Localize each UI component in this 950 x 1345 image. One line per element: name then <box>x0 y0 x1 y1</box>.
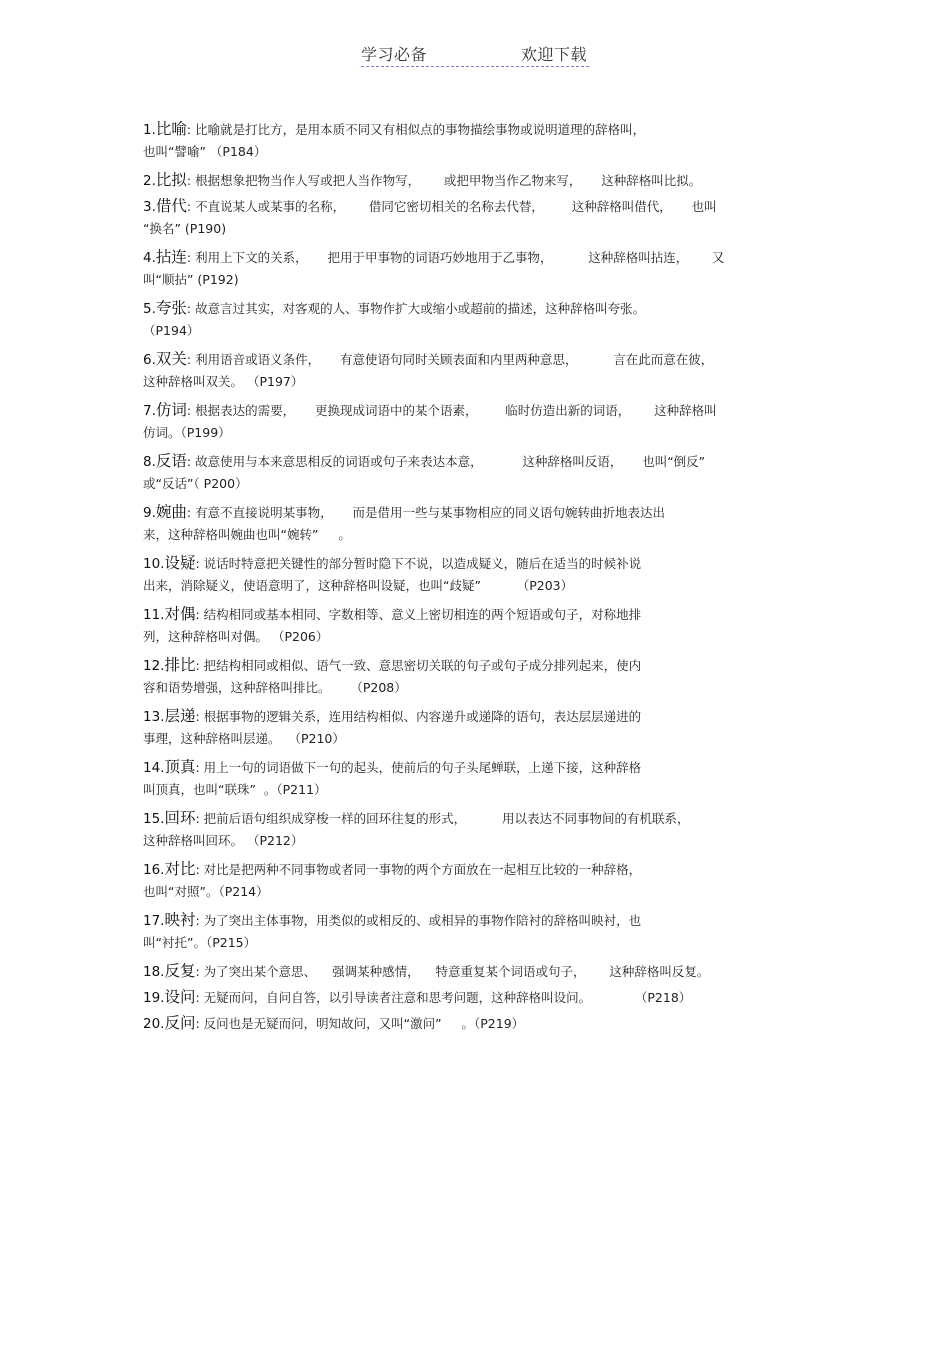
entry-line <box>143 858 811 881</box>
entry-line <box>143 909 811 932</box>
entry-definition: : 故意使用与本来意思相反的词语或句子来表达本意， 这种辞格叫反语， 也叫“倒反” <box>186 454 706 469</box>
entry-term: 婉曲 <box>155 503 187 521</box>
header-right-text: 欢迎下载 <box>520 45 587 64</box>
entry-definition: : 无疑而问，自问自答，以引导读者注意和思考问题，这种辞格叫设问。 （P218） <box>195 990 692 1005</box>
entry-line: 列，这种辞格叫对偶。 （P206） <box>143 629 329 644</box>
entry-number: 19. <box>143 990 165 1006</box>
entry-line <box>143 960 811 983</box>
entry-line <box>143 807 811 830</box>
list-item <box>143 756 811 801</box>
entry-number: 7. <box>143 403 156 419</box>
entry-definition: : 有意不直接说明某事物， 而是借用一些与某事物相应的同义语句婉转曲折地表达出 <box>186 505 665 520</box>
rhetoric-list <box>143 118 811 1038</box>
entry-number: 13. <box>143 709 165 725</box>
list-item <box>143 348 811 393</box>
entry-line: 来，这种辞格叫婉曲也叫“婉转” 。 <box>143 527 351 542</box>
entry-term: 映衬 <box>164 911 196 929</box>
list-item <box>143 169 811 192</box>
entry-term: 比拟 <box>155 171 187 189</box>
entry-definition: : 用上一句的词语做下一句的起头，使前后的句子头尾蝉联，上递下接，这种辞格 <box>195 760 642 775</box>
entry-definition: : 根据事物的逻辑关系，连用结构相似、内容递升或递降的语句，表达层层递进的 <box>195 709 642 724</box>
entry-definition: : 为了突出某个意思、 强调某种感情， 特意重复某个词语或句子， 这种辞格叫反复。 <box>195 964 710 979</box>
entry-number: 18. <box>143 964 165 980</box>
entry-line: 叫顶真，也叫“联珠” 。（P211） <box>143 782 327 797</box>
entry-term: 顶真 <box>164 758 196 776</box>
entry-line: “换名” (P190) <box>143 221 227 236</box>
list-item <box>143 986 811 1009</box>
entry-term: 回环 <box>164 809 196 827</box>
entry-line: 事理，这种辞格叫层递。 （P210） <box>143 731 345 746</box>
entry-term: 对偶 <box>164 605 196 623</box>
entry-term: 反问 <box>164 1014 196 1032</box>
entry-line: 也叫“对照”。（P214） <box>143 884 269 899</box>
entry-line: 叫“衬托”。（P215） <box>143 935 257 950</box>
list-item <box>143 705 811 750</box>
entry-line <box>143 297 811 320</box>
entry-definition: : 根据表达的需要， 更换现成词语中的某个语素， 临时仿造出新的词语， 这种辞格叫 <box>186 403 717 418</box>
entry-number: 10. <box>143 556 165 572</box>
entry-definition: : 利用语音或语义条件， 有意使语句同时关顾表面和内里两种意思， 言在此而意在彼， <box>186 352 714 367</box>
entry-number: 5. <box>143 301 156 317</box>
header-left-text: 学习必备 <box>361 45 428 64</box>
entry-term: 拈连 <box>155 248 187 266</box>
entry-term: 层递 <box>164 707 196 725</box>
entry-term: 设问 <box>164 988 196 1006</box>
entry-line <box>143 348 811 371</box>
entry-line <box>143 705 811 728</box>
entry-line: 仿词。（P199） <box>143 425 231 440</box>
entry-line <box>143 450 811 473</box>
entry-line <box>143 552 811 575</box>
entry-line <box>143 246 811 269</box>
entry-number: 3. <box>143 199 156 215</box>
entry-line <box>143 986 811 1009</box>
entry-number: 17. <box>143 913 165 929</box>
list-item <box>143 858 811 903</box>
entry-definition: : 故意言过其实，对客观的人、事物作扩大或缩小或超前的描述，这种辞格叫夸张。 <box>186 301 646 316</box>
entry-definition: : 对比是把两种不同事物或者同一事物的两个方面放在一起相互比较的一种辞格， <box>195 862 642 877</box>
entry-term: 设疑 <box>164 554 196 572</box>
entry-definition: : 根据想象把物当作人写或把人当作物写， 或把甲物当作乙物来写， 这种辞格叫比拟。 <box>186 173 702 188</box>
entry-line: （P194） <box>143 323 200 338</box>
list-item <box>143 399 811 444</box>
list-item <box>143 297 811 342</box>
entry-line <box>143 399 811 422</box>
entry-line: 出来，消除疑义，使语意明了，这种辞格叫设疑，也叫“歧疑” （P203） <box>143 578 574 593</box>
entry-term: 仿词 <box>155 401 187 419</box>
entry-definition: : 利用上下文的关系， 把用于甲事物的词语巧妙地用于乙事物， 这种辞格叫拈连， 又 <box>186 250 725 265</box>
entry-line <box>143 1012 811 1035</box>
entry-line <box>143 654 811 677</box>
entry-term: 反复 <box>164 962 196 980</box>
entry-term: 借代 <box>155 197 187 215</box>
list-item <box>143 195 811 240</box>
entry-definition: : 把结构相同或相似、语气一致、意思密切关联的句子或句子成分排列起来，使内 <box>195 658 642 673</box>
entry-line: 或“反话”（ P200） <box>143 476 248 491</box>
entry-number: 2. <box>143 173 156 189</box>
list-item <box>143 552 811 597</box>
entry-number: 8. <box>143 454 156 470</box>
list-item <box>143 118 811 163</box>
list-item <box>143 654 811 699</box>
page-header <box>361 40 589 67</box>
entry-line <box>143 118 811 141</box>
entry-number: 12. <box>143 658 165 674</box>
entry-number: 4. <box>143 250 156 266</box>
entry-term: 比喻 <box>155 120 187 138</box>
entry-line: 容和语势增强，这种辞格叫排比。 （P208） <box>143 680 407 695</box>
entry-number: 9. <box>143 505 156 521</box>
entry-line <box>143 603 811 626</box>
entry-number: 6. <box>143 352 156 368</box>
entry-term: 夸张 <box>155 299 187 317</box>
entry-term: 反语 <box>155 452 187 470</box>
entry-line: 也叫“譬喻” （P184） <box>143 144 267 159</box>
entry-line: 这种辞格叫双关。 （P197） <box>143 374 304 389</box>
entry-line: 叫“顺拈” (P192) <box>143 272 239 287</box>
entry-definition: : 为了突出主体事物，用类似的或相反的、或相异的事物作陪衬的辞格叫映衬，也 <box>195 913 642 928</box>
entry-line <box>143 756 811 779</box>
list-item <box>143 450 811 495</box>
entry-definition: : 结构相同或基本相同、字数相等、意义上密切相连的两个短语或句子，对称地排 <box>195 607 642 622</box>
entry-line <box>143 169 811 192</box>
entry-definition: : 反问也是无疑而问，明知故问，又叫“激问” 。（P219） <box>195 1016 525 1031</box>
entry-term: 排比 <box>164 656 196 674</box>
entry-line <box>143 501 811 524</box>
entry-number: 11. <box>143 607 165 623</box>
entry-number: 16. <box>143 862 165 878</box>
entry-number: 14. <box>143 760 165 776</box>
entry-term: 双关 <box>155 350 187 368</box>
entry-term: 对比 <box>164 860 196 878</box>
list-item <box>143 1012 811 1035</box>
list-item <box>143 807 811 852</box>
entry-definition: : 不直说某人或某事的名称， 借同它密切相关的名称去代替， 这种辞格叫借代， 也叫 <box>186 199 717 214</box>
entry-definition: : 把前后语句组织成穿梭一样的回环往复的形式， 用以表达不同事物间的有机联系， <box>195 811 690 826</box>
list-item <box>143 960 811 983</box>
list-item <box>143 603 811 648</box>
entry-number: 15. <box>143 811 165 827</box>
list-item <box>143 909 811 954</box>
list-item <box>143 246 811 291</box>
entry-number: 20. <box>143 1016 165 1032</box>
entry-line <box>143 195 811 218</box>
entry-line: 这种辞格叫回环。 （P212） <box>143 833 304 848</box>
entry-definition: : 比喻就是打比方，是用本质不同又有相似点的事物描绘事物或说明道理的辞格叫， <box>186 122 646 137</box>
entry-definition: : 说话时特意把关键性的部分暂时隐下不说，以造成疑义，随后在适当的时候补说 <box>195 556 642 571</box>
entry-number: 1. <box>143 122 156 138</box>
list-item <box>143 501 811 546</box>
